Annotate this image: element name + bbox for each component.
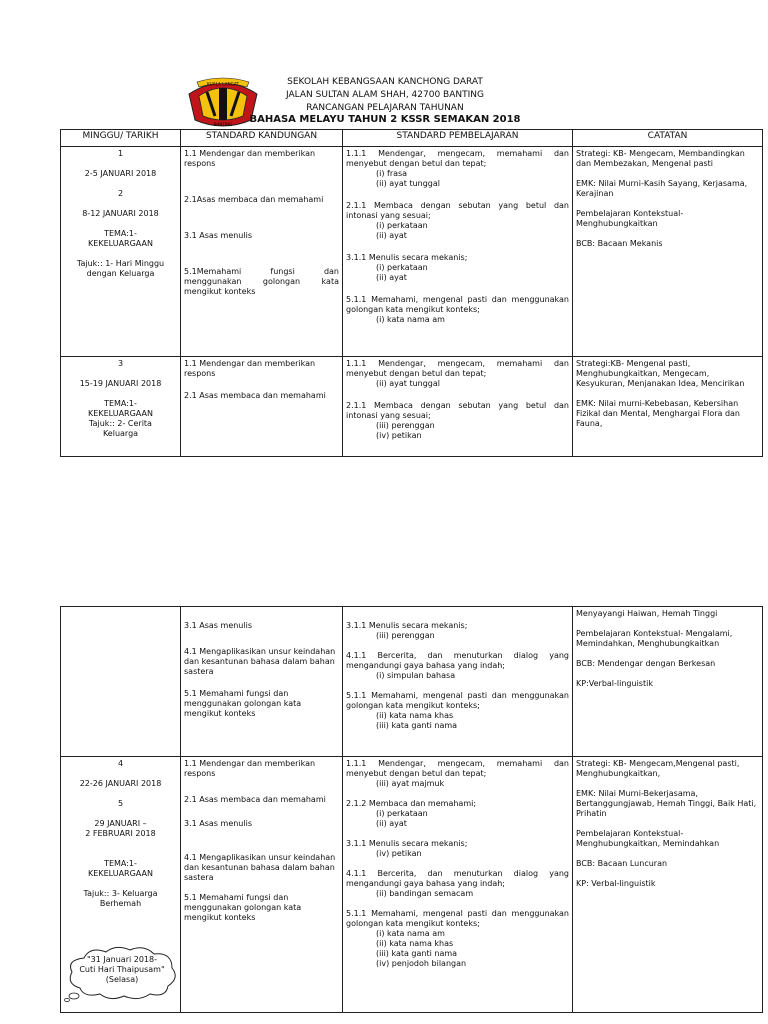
sk-cell: 1.1 Mendengar dan memberikan respons 2.1 Asas membaca dan memahami 3.1 Asas menulis 4.1 Mengaplikasikan unsur keindahan dan kesantunan bahasa dalam bahan sastera 5.1 Memahami fungsi dan menggunakan golongan kata mengikut konteks [181,757,343,1013]
catatan-cell: Strategi:KB- Mengenal pasti, Menghubungkaitkan, Mengecam, Kesyukuran, Menjanakan Idea, Mencirikan EMK: Nilai murni-Kebebasan, Kebersihan Fizikal dan Mental, Menghargai Flora dan Fauna, [573,357,763,457]
sk-cell: 1.1 Mendengar dan memberikan respons 2.1 Asas membaca dan memahami [181,357,343,457]
col-header-week: MINGGU/ TARIKH [61,130,181,147]
subject-title: BAHASA MELAYU TAHUN 2 KSSR SEMAKAN 2018 [249,114,521,125]
table-row [61,147,763,357]
plan-title: RANCANGAN PELAJARAN TAHUNAN [306,103,464,113]
sk-cell: 1.1 Mendengar dan memberikan respons 2.1Asas membaca dan memahami 3.1 Asas menulis 5.1Memahami fungsi dan menggunakan golongan kata mengikut konteks [181,147,343,357]
table-header-row [61,130,763,147]
week-cell: 3 15-19 JANUARI 2018 TEMA:1- KEKELUARGAAN Tajuk:: 2- Cerita Keluarga [61,357,181,457]
school-name: SEKOLAH KEBANGSAAN KANCHONG DARAT [287,77,483,87]
col-header-catatan: CATATAN [573,130,763,147]
sp-cell: 1.1.1 Mendengar, mengecam, memahami dan menyebut dengan betul dan tepat; (iii) ayat majmuk 2.1.2 Membaca dan memahami; (i) perkataan (ii) ayat 3.1.1 Menulis secara mekanis; (iv) petikan 4.1.1 Bercerita, dan menuturkan dialog yang mengandungi gaya bahasa yang indah; (ii) bandingan semacam 5.1.1 Memahami, mengenal pasti dan menggunakan golongan kata mengikut konteks; (i) kata nama am (ii) kata nama khas (iii) kata ganti nama (iv) penjodoh bilangan [343,757,573,1013]
svg-text:BANTING: BANTING [213,122,233,127]
sp-cell: 1.1.1 Mendengar, mengecam, memahami dan menyebut dengan betul dan tepat; (i) frasa (ii) ayat tunggal 2.1.1 Membaca dengan sebutan yang betul dan intonasi yang sesuai; (i) perkataan (ii) ayat 3.1.1 Menulis secara mekanis; (i) perkataan (ii) ayat 5.1.1 Memahami, mengenal pasti dan menggunakan golongan kata mengikut konteks; (i) kata nama am [343,147,573,357]
week-cell: 1 2-5 JANUARI 2018 2 8-12 JANUARI 2018 TEMA:1- KEKELUARGAAN Tajuk:: 1- Hari Minggu dengan Keluarga [61,147,181,357]
week-cell: 4 22-26 JANUARI 2018 5 29 JANUARI – 2 FEBRUARI 2018 TEMA:1- KEKELUARGAAN Tajuk:: 3- Keluarga Berhemah [61,757,181,1013]
catatan-cell: Menyayangi Haiwan, Hemah Tinggi Pembelajaran Kontekstual- Mengalami, Memindahkan, Menghubungkaitkan BCB: Mendengar dengan Berkesan KP:Verbal-linguistik [573,607,763,757]
schedule-table-part-1 [60,129,763,457]
holiday-note-text: "31 Januari 2018- Cuti Hari Thaipusam" (Selasa) [79,955,165,984]
col-header-sp: STANDARD PEMBELAJARAN [343,130,573,147]
sk-cell: 3.1 Asas menulis 4.1 Mengaplikasikan unsur keindahan dan kesantunan bahasa dalam bahan sastera 5.1 Memahami fungsi dan menggunakan golongan kata mengikut konteks [181,607,343,757]
week-cell [61,607,181,757]
table-row [61,357,763,457]
catatan-cell: Strategi: KB- Mengecam, Membandingkan dan Membezakan, Mengenal pasti EMK: Nilai Murni-Kasih Sayang, Kerjasama, Kerajinan Pembelajaran Kontekstual- Menghubungkaitkan BCB: Bacaan Mekanis [573,147,763,357]
catatan-cell: Strategi: KB- Mengecam,Mengenal pasti, Menghubungkaitkan, EMK: Nilai Murni-Bekerjasama, Bertanggungjawab, Hemah Tinggi, Baik Hati, Prihatin Pembelajaran Kontekstual- Menghubungkaitkan, Memindahkan BCB: Bacaan Luncuran KP: Verbal-linguistik [573,757,763,1013]
holiday-note-cloud [64,944,180,1002]
svg-text:KUALA LANGAT: KUALA LANGAT [207,81,239,87]
sp-cell: 3.1.1 Menulis secara mekanis; (iii) perenggan 4.1.1 Bercerita, dan menuturkan dialog yang mengandungi gaya bahasa yang indah; (i) simpulan bahasa 5.1.1 Memahami, mengenal pasti dan menggunakan golongan kata mengikut konteks; (ii) kata nama khas (iii) kata ganti nama [343,607,573,757]
table-row [61,607,763,757]
sp-cell: 1.1.1 Mendengar, mengecam, memahami dan menyebut dengan betul dan tepat; (ii) ayat tunggal 2.1.1 Membaca dengan sebutan yang betul dan intonasi yang sesuai; (iii) perenggan (iv) petikan [343,357,573,457]
col-header-sk: STANDARD KANDUNGAN [181,130,343,147]
school-address: JALAN SULTAN ALAM SHAH, 42700 BANTING [286,90,484,100]
